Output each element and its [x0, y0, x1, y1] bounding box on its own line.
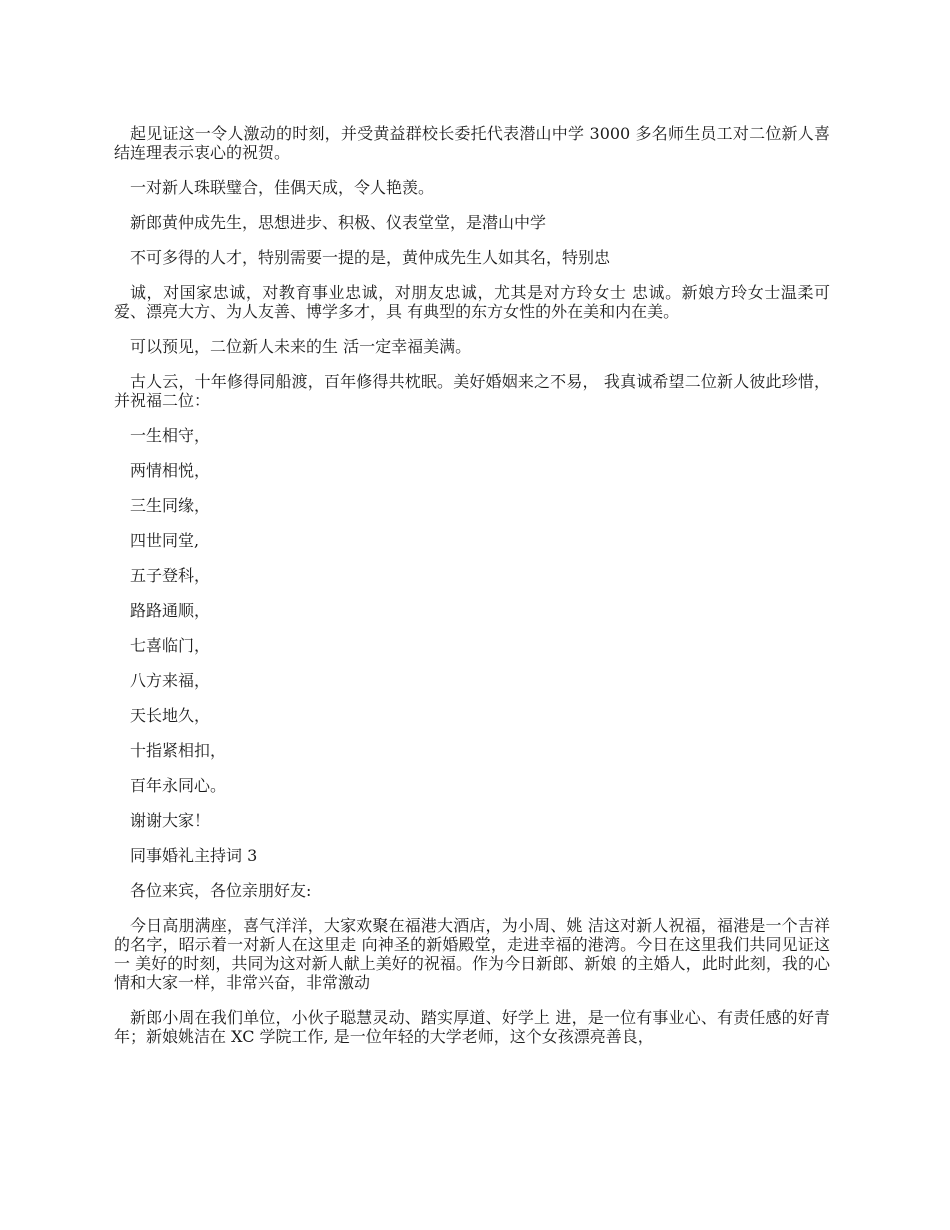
paragraph: 不可多得的人才，特别需要一提的是，黄仲成先生人如其名，特别忠 [130, 248, 611, 267]
blessing-line: 五子登科， [130, 566, 211, 585]
paragraph: 各位来宾，各位亲朋好友: [130, 881, 312, 900]
paragraph: 古人云，十年修得同船渡，百年修得共枕眠。美好婚姻来之不易， 我真诚希望二位新人彼此珍惜，并祝福二位： [114, 372, 830, 410]
blessing-line: 八方来福， [130, 671, 211, 690]
blessing-line: 天长地久， [130, 706, 211, 725]
blessing-line: 百年永同心。 [130, 776, 227, 795]
blessing-line: 两情相悦， [130, 461, 211, 480]
blessing-line: 三生同缘， [130, 496, 211, 515]
blessing-line: 四世同堂, [130, 531, 200, 550]
paragraph: 谢谢大家！ [130, 811, 211, 830]
paragraph: 新郎小周在我们单位，小伙子聪慧灵动、踏实厚道、好学上 进，是一位有事业心、有责任感的好青年；新娘姚洁在 XC 学院工作, 是一位年轻的大学老师，这个女孩漂亮善良， [114, 1008, 830, 1046]
paragraph: 可以预见，二位新人未来的生 活一定幸福美满。 [130, 337, 472, 356]
paragraph: 一对新人珠联璧合，佳偶天成，令人艳羡。 [130, 178, 435, 197]
paragraph: 新郎黄仲成先生，思想进步、积极、仪表堂堂，是潜山中学 [130, 213, 547, 232]
blessing-line: 十指紧相扣， [130, 741, 227, 760]
blessing-line: 一生相守， [130, 426, 211, 445]
paragraph: 今日高朋满座，喜气洋洋，大家欢聚在福港大酒店，为小周、姚 洁这对新人祝福，福港是一个吉祥的名字，昭示着一对新人在这里走 向神圣的新婚殿堂，走进幸福的港湾。今日在这里我们共同见证这一 美好的时刻，共同为这对新人献上美好的祝福。作为今日新郎、新娘 的主婚人，此时此刻，我的心情和大家一样，非常兴奋，非常激动 [114, 916, 830, 992]
paragraph: 起见证这一令人激动的时刻，并受黄益群校长委托代表潜山中学 3000 多名师生员工对二位新人喜结连理表示衷心的祝贺。 [114, 124, 830, 162]
document-body [114, 124, 830, 1062]
blessing-line: 七喜临门， [130, 636, 211, 655]
blessing-line: 路路通顺， [130, 601, 211, 620]
section-heading: 同事婚礼主持词 3 [130, 846, 258, 865]
paragraph: 诚，对国家忠诚，对教育事业忠诚，对朋友忠诚，尤其是对方玲女士 忠诚。新娘方玲女士温柔可爱、漂亮大方、为人友善、博学多才，具 有典型的东方女性的外在美和内在美。 [114, 283, 830, 321]
